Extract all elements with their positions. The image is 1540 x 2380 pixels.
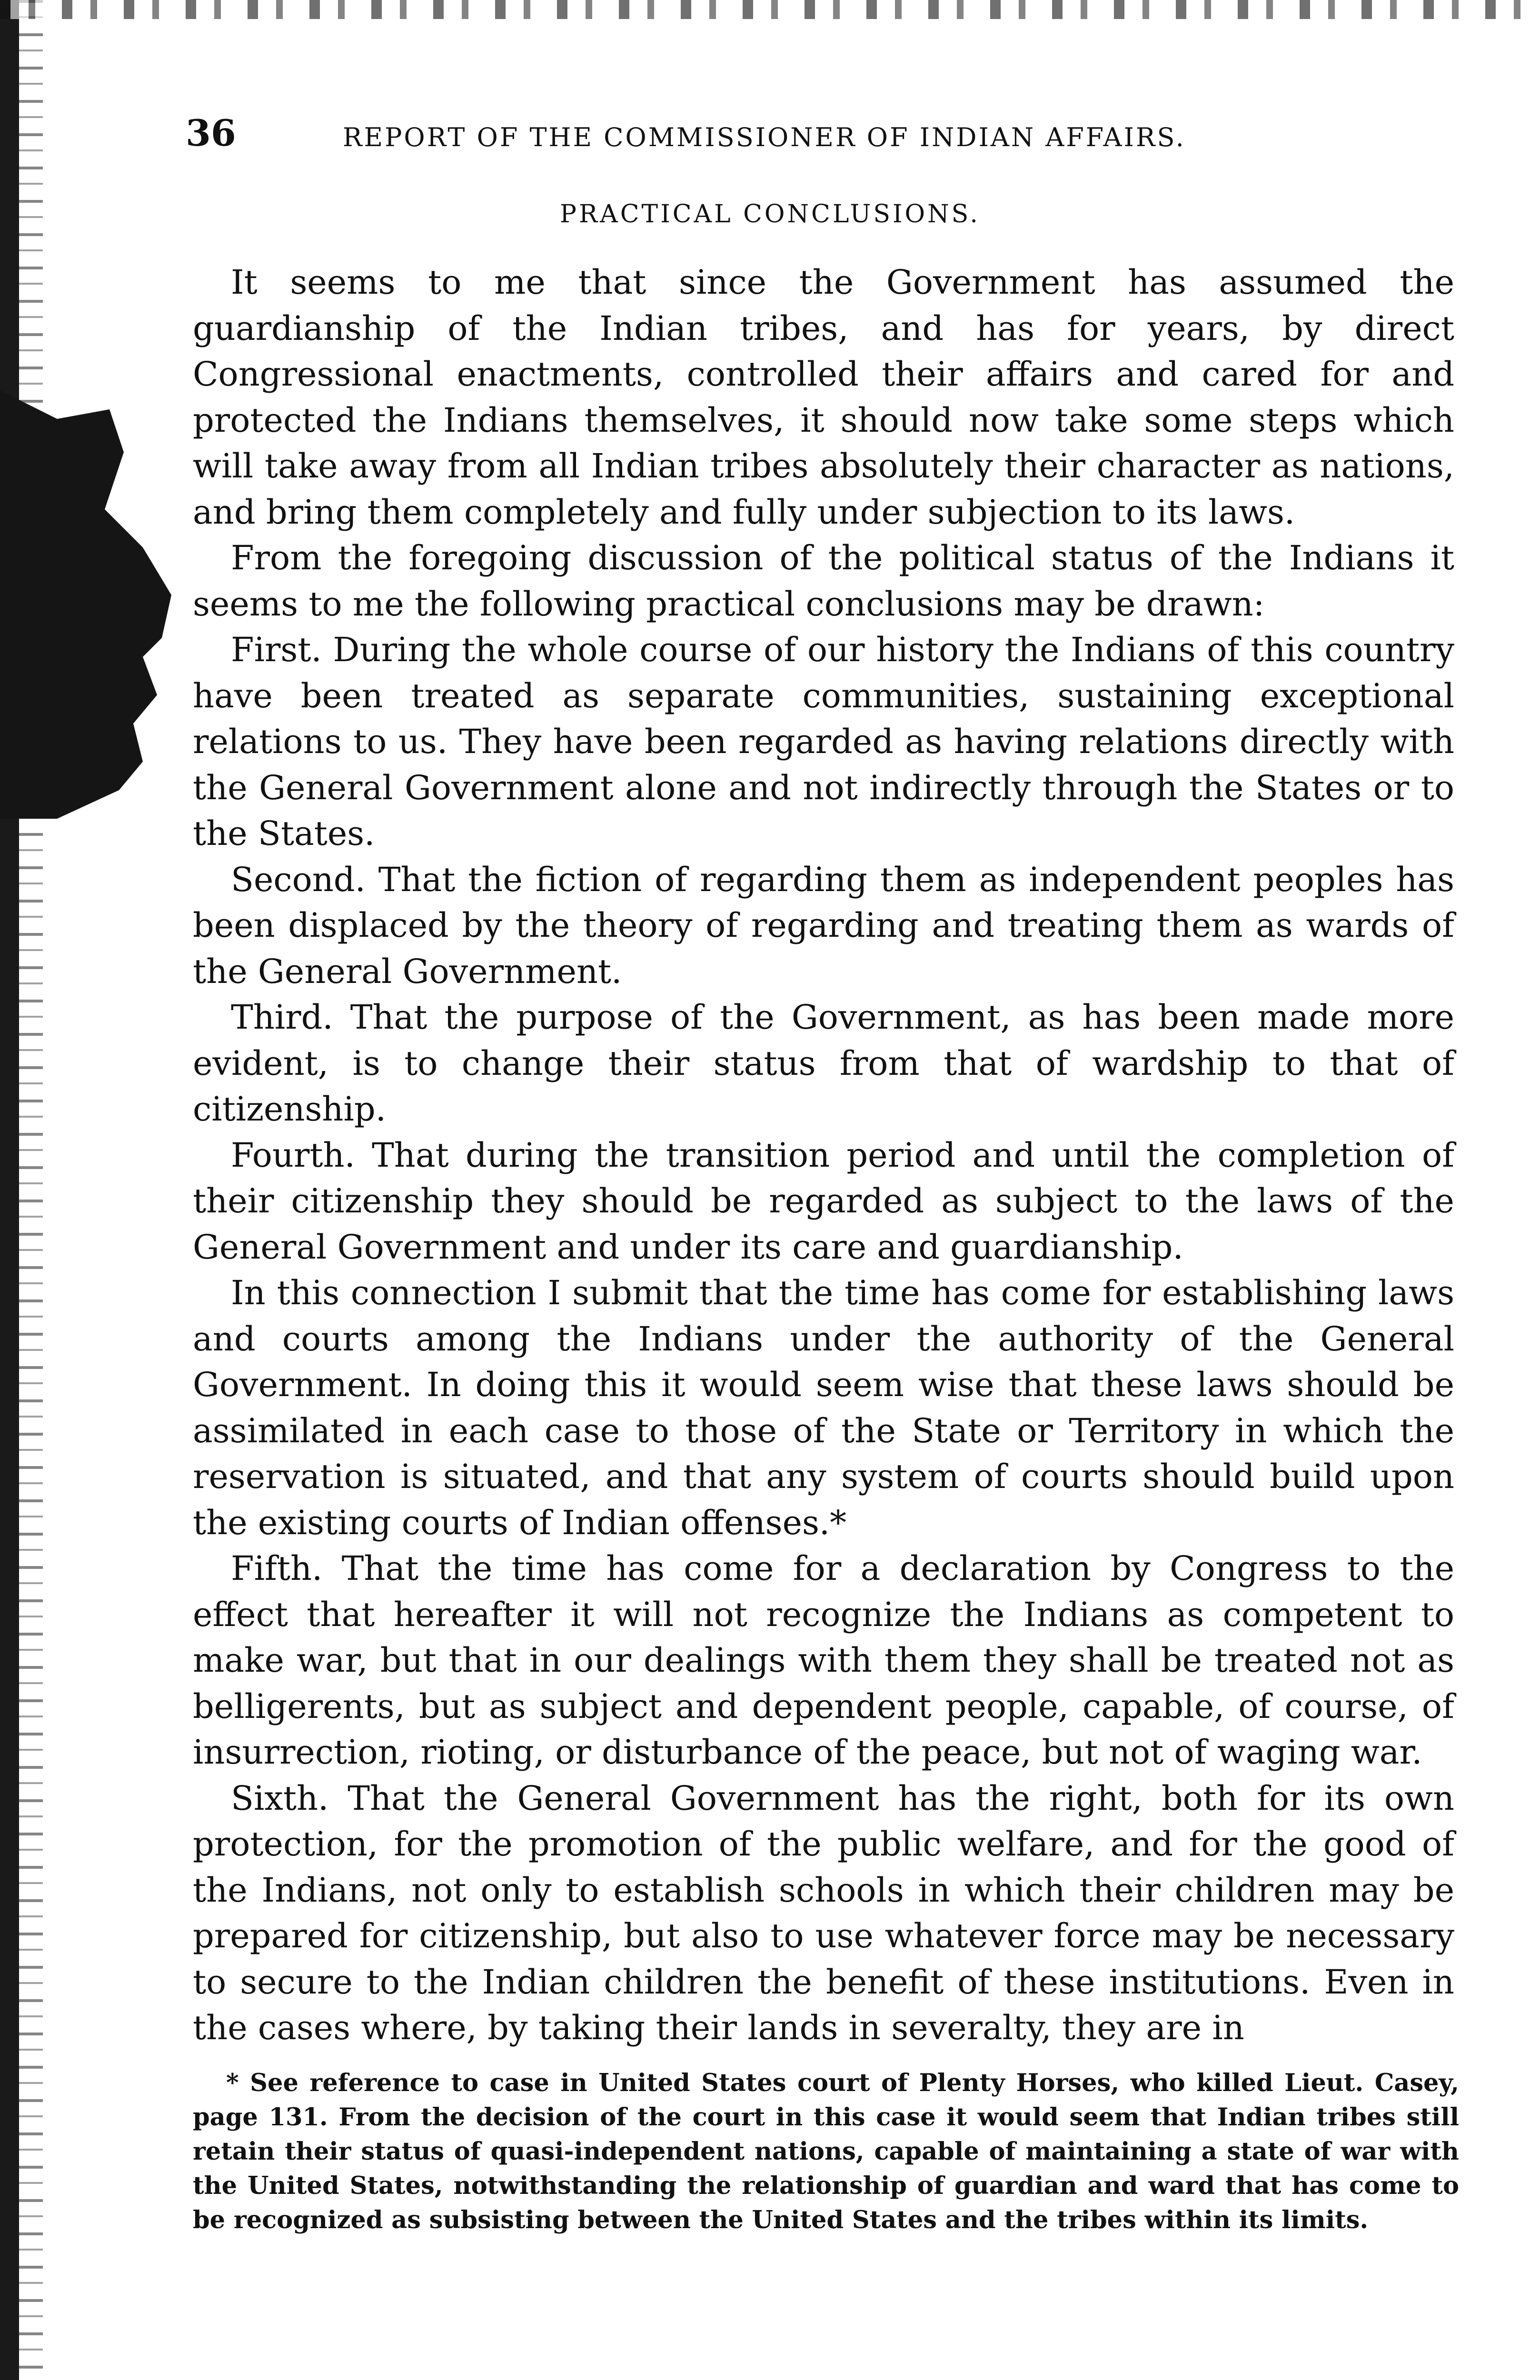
scan-top-noise [0,0,1540,19]
paragraph-sixth: Sixth. That the General Government has the right, both for its own protection, for the promotion of the public welfare, and for the good of the Indians, not only to establish schools in which their children may be prepared for citizenship, but also to use whatever force may be necessary to secure to the Indian children the benefit of these institutions. Even in the cases where, by taking their lands in severalty, they are in [193,1778,1454,2047]
paragraph-third: Third. That the purpose of the Government, as has been made more evident, is to change their status from that of wardship to that of citizenship. [193,998,1454,1129]
paragraph-intro: It seems to me that since the Government has assumed the guardianship of the Indian tribes, and has for years, by direct Congressional enactments, controlled their affairs and cared for and protected the Indians themselves, it should now take some steps which will take away from all Indian tribes absolutely their character as nations, and bring them completely and fully under subjection to its laws. [193,263,1454,532]
footnote-text: * See reference to case in United States court of Plenty Horses, who killed Lieut. Casey, page 131. From the decision of the court in this case it would seem that Indian tribes still retain their status of quasi-independent nations, capable of maintaining a state of war with the United States, notwithstanding the relationship of guardian and ward that has come to be recognized as subsisting between the United States and the tribes within its limits. [193,2069,1459,2234]
page-header [186,112,1319,164]
scan-left-speckle [19,0,43,2380]
page-number: 36 [186,112,236,154]
section-title: PRACTICAL CONCLUSIONS. [560,200,980,228]
footnote [193,2066,1459,2237]
scan-left-edge [0,0,19,2380]
paragraph-foregoing: From the foregoing discussion of the political status of the Indians it seems to me the following practical conclusions may be drawn: [193,538,1454,624]
paragraph-first: First. During the whole course of our history the Indians of this country have been treated as separate communities, sustaining exceptional relations to us. They have been regarded as having relations directly with the General Government alone and not indirectly through the States or to the States. [193,630,1454,853]
paragraph-fifth: Fifth. That the time has come for a declaration by Congress to the effect that hereafter it will not recognize the Indians as competent to make war, but that in our dealings with them they shall be treated not as belligerents, but as subject and dependent people, capable, of course, of insurrection, rioting, or disturbance of the peace, but not of waging war. [193,1549,1454,1772]
torn-page-blot [0,390,205,819]
running-title: REPORT OF THE COMMISSIONER OF INDIAN AFFAIRS. [343,122,1186,152]
paragraph-fourth: Fourth. That during the transition period and until the completion of their citizenship they should be regarded as subject to the laws of the General Government and under its care and guardianship. [193,1135,1454,1267]
body-text [193,259,1454,2051]
paragraph-second: Second. That the fiction of regarding them as independent peoples has been displaced by the theory of regarding and treating them as wards of the General Government. [193,860,1454,991]
paragraph-connection: In this connection I submit that the time has come for establishing laws and courts among the Indians under the authority of the General Government. In doing this it would seem wise that these laws should be assimilated in each case to those of the State or Territory in which the reservation is situated, and that any system of courts should build upon the existing courts of Indian offenses.* [193,1273,1454,1542]
